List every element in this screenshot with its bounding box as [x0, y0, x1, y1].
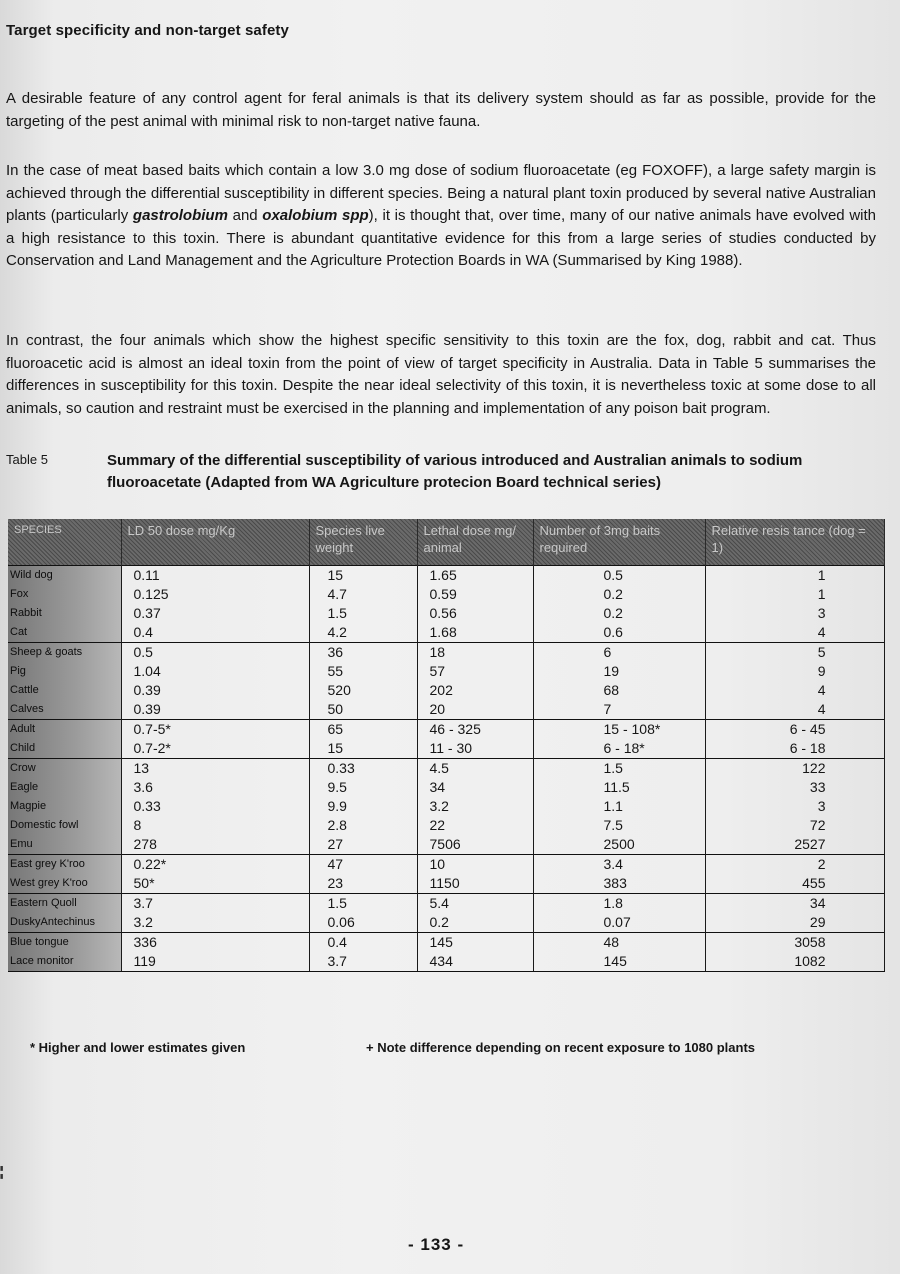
cell-ld50: 0.125 [121, 585, 309, 604]
p2-text-b: and [227, 207, 263, 224]
cell-baits-required: 0.2 [533, 585, 705, 604]
cell-ld50: 278 [121, 835, 309, 855]
cell-relative-resistance: 33 [705, 778, 884, 797]
cell-baits-required: 383 [533, 874, 705, 894]
table-caption: Summary of the differential susceptibility of various introduced and Australian animals to sodium fluoroacetate (Adapted from WA Agriculture protecion Board technical series) [107, 452, 803, 491]
cell-relative-resistance: 2527 [705, 835, 884, 855]
cell-species: Rabbit [8, 604, 121, 623]
table-row [8, 759, 884, 779]
cell-ld50: 3.2 [121, 913, 309, 933]
cell-live-weight: 2.8 [309, 816, 417, 835]
cell-ld50: 3.7 [121, 894, 309, 914]
p2-genus-oxalobium: oxalobium spp [262, 207, 369, 224]
cell-live-weight: 9.9 [309, 797, 417, 816]
cell-species: Cat [8, 623, 121, 643]
cell-lethal-dose: 1.68 [417, 623, 533, 643]
cell-live-weight: 0.33 [309, 759, 417, 779]
cell-lethal-dose: 1.65 [417, 566, 533, 586]
cell-baits-required: 0.6 [533, 623, 705, 643]
cell-species: Lace monitor [8, 952, 121, 972]
cell-lethal-dose: 34 [417, 778, 533, 797]
page-number: - 133 - [408, 1235, 465, 1254]
table-row [8, 739, 884, 759]
cell-species: Magpie [8, 797, 121, 816]
cell-relative-resistance: 1 [705, 566, 884, 586]
cell-live-weight: 50 [309, 700, 417, 720]
p2-text-a: In the case of meat based baits which contain a low 3.0 mg dose of sodium fluoroacetate (eg FOXOFF), a large safety margin is achieved through the differential susceptibility in different species. Being a natural plant toxin produced by several native Australian plants (particularly [6, 162, 876, 224]
cell-ld50: 0.4 [121, 623, 309, 643]
cell-live-weight: 47 [309, 855, 417, 875]
cell-species: Eagle [8, 778, 121, 797]
cell-baits-required: 19 [533, 662, 705, 681]
cell-lethal-dose: 10 [417, 855, 533, 875]
cell-live-weight: 65 [309, 720, 417, 740]
table-row [8, 952, 884, 972]
table-row [8, 816, 884, 835]
header-baits-required: Number of 3mg baits required [533, 519, 705, 566]
cell-baits-required: 48 [533, 933, 705, 953]
cell-relative-resistance: 2 [705, 855, 884, 875]
cell-lethal-dose: 4.5 [417, 759, 533, 779]
cell-species: DuskyAntechinus [8, 913, 121, 933]
cell-lethal-dose: 7506 [417, 835, 533, 855]
cell-species: Fox [8, 585, 121, 604]
cell-baits-required: 2500 [533, 835, 705, 855]
table-row [8, 933, 884, 953]
cell-ld50: 0.5 [121, 643, 309, 663]
cell-relative-resistance: 4 [705, 623, 884, 643]
cell-baits-required: 68 [533, 681, 705, 700]
cell-lethal-dose: 20 [417, 700, 533, 720]
cell-relative-resistance: 6 - 18 [705, 739, 884, 759]
table-row [8, 623, 884, 643]
cell-live-weight: 1.5 [309, 894, 417, 914]
table-row [8, 604, 884, 623]
cell-species: Emu [8, 835, 121, 855]
table-row [8, 585, 884, 604]
table-row [8, 874, 884, 894]
cell-relative-resistance: 3 [705, 797, 884, 816]
table-row [8, 913, 884, 933]
cell-species: Calves [8, 700, 121, 720]
table-header-row [8, 519, 884, 566]
cell-species: Wild dog [8, 566, 121, 586]
cell-live-weight: 4.7 [309, 585, 417, 604]
cell-ld50: 0.33 [121, 797, 309, 816]
cell-lethal-dose: 434 [417, 952, 533, 972]
table-row [8, 855, 884, 875]
cell-lethal-dose: 3.2 [417, 797, 533, 816]
header-live-weight: Species live weight [309, 519, 417, 566]
cell-lethal-dose: 0.2 [417, 913, 533, 933]
cell-species: Crow [8, 759, 121, 779]
cell-ld50: 1.04 [121, 662, 309, 681]
header-ld50: LD 50 dose mg/Kg [121, 519, 309, 566]
cell-relative-resistance: 4 [705, 700, 884, 720]
cell-live-weight: 15 [309, 566, 417, 586]
cell-ld50: 0.37 [121, 604, 309, 623]
cell-species: Cattle [8, 681, 121, 700]
table-row [8, 894, 884, 914]
table-label: Table 5 [6, 452, 48, 467]
cell-relative-resistance: 34 [705, 894, 884, 914]
cell-live-weight: 0.06 [309, 913, 417, 933]
cell-baits-required: 1.1 [533, 797, 705, 816]
paragraph-meat-baits [6, 160, 876, 273]
cell-species: East grey K'roo [8, 855, 121, 875]
cell-baits-required: 1.8 [533, 894, 705, 914]
cell-lethal-dose: 57 [417, 662, 533, 681]
cell-species: Domestic fowl [8, 816, 121, 835]
cell-relative-resistance: 122 [705, 759, 884, 779]
cell-species: Blue tongue [8, 933, 121, 953]
cell-live-weight: 1.5 [309, 604, 417, 623]
p2-text-c: ), it is thought that, over time, many of our native animals have evolved with a high resistance to this toxin. There is abundant quantitative evidence for this from a large series of studies conducted by Conservation and Land Management and the Agriculture Protection Boards in WA (Summarised by King 1988). [6, 207, 876, 269]
table-body [8, 566, 884, 972]
cell-relative-resistance: 9 [705, 662, 884, 681]
table-row [8, 778, 884, 797]
cell-live-weight: 4.2 [309, 623, 417, 643]
table-row [8, 681, 884, 700]
cell-species: West grey K'roo [8, 874, 121, 894]
cell-baits-required: 6 - 18* [533, 739, 705, 759]
cell-live-weight: 27 [309, 835, 417, 855]
cell-baits-required: 7 [533, 700, 705, 720]
cell-relative-resistance: 29 [705, 913, 884, 933]
cell-live-weight: 36 [309, 643, 417, 663]
table-row [8, 662, 884, 681]
section-heading: Target specificity and non-target safety [6, 22, 289, 39]
binding-edge-marks: ▮ ▮ [0, 1166, 4, 1180]
cell-live-weight: 3.7 [309, 952, 417, 972]
cell-relative-resistance: 5 [705, 643, 884, 663]
cell-lethal-dose: 18 [417, 643, 533, 663]
cell-lethal-dose: 145 [417, 933, 533, 953]
cell-baits-required: 3.4 [533, 855, 705, 875]
cell-lethal-dose: 11 - 30 [417, 739, 533, 759]
cell-ld50: 0.11 [121, 566, 309, 586]
cell-baits-required: 6 [533, 643, 705, 663]
table-row [8, 720, 884, 740]
cell-live-weight: 23 [309, 874, 417, 894]
cell-lethal-dose: 0.56 [417, 604, 533, 623]
cell-species: Sheep & goats [8, 643, 121, 663]
table-row [8, 643, 884, 663]
cell-baits-required: 7.5 [533, 816, 705, 835]
cell-relative-resistance: 6 - 45 [705, 720, 884, 740]
cell-species: Eastern Quoll [8, 894, 121, 914]
cell-ld50: 0.39 [121, 700, 309, 720]
p2-genus-gastrolobium: gastrolobium [132, 207, 228, 224]
cell-baits-required: 15 - 108* [533, 720, 705, 740]
cell-ld50: 0.7-5* [121, 720, 309, 740]
cell-live-weight: 15 [309, 739, 417, 759]
header-relative-resistance: Relative resis tance (dog = 1) [705, 519, 884, 566]
footnote-exposure: + Note difference depending on recent exposure to 1080 plants [366, 1040, 756, 1055]
cell-live-weight: 55 [309, 662, 417, 681]
cell-relative-resistance: 3 [705, 604, 884, 623]
cell-ld50: 50* [121, 874, 309, 894]
table-row [8, 700, 884, 720]
paragraph-in-contrast: In contrast, the four animals which show the highest specific sensitivity to this toxin are the fox, dog, rabbit and cat. Thus fluoroacetic acid is almost an ideal toxin from the point of view of target specificity in Australia. Data in Table 5 summarises the differences in susceptibility for this toxin. Despite the near ideal selectivity of this toxin, it is nevertheless toxic at some dose to all animals, so caution and restraint must be exercised in the planning and implementation of any poison bait program. [6, 332, 876, 417]
cell-baits-required: 0.07 [533, 913, 705, 933]
cell-live-weight: 9.5 [309, 778, 417, 797]
cell-lethal-dose: 22 [417, 816, 533, 835]
table-row [8, 566, 884, 586]
cell-ld50: 0.39 [121, 681, 309, 700]
cell-relative-resistance: 4 [705, 681, 884, 700]
header-species: SPECIES [8, 519, 121, 566]
paragraph-desirable-feature: A desirable feature of any control agent for feral animals is that its delivery system should as far as possible, provide for the targeting of the pest animal with minimal risk to non-target native fauna. [6, 90, 876, 130]
cell-species: Adult [8, 720, 121, 740]
cell-relative-resistance: 72 [705, 816, 884, 835]
cell-baits-required: 0.2 [533, 604, 705, 623]
header-lethal-dose: Lethal dose mg/ animal [417, 519, 533, 566]
susceptibility-table [8, 519, 885, 972]
cell-live-weight: 0.4 [309, 933, 417, 953]
cell-lethal-dose: 202 [417, 681, 533, 700]
cell-baits-required: 145 [533, 952, 705, 972]
cell-baits-required: 11.5 [533, 778, 705, 797]
cell-ld50: 3.6 [121, 778, 309, 797]
cell-lethal-dose: 1150 [417, 874, 533, 894]
cell-lethal-dose: 5.4 [417, 894, 533, 914]
table-row [8, 797, 884, 816]
cell-species: Pig [8, 662, 121, 681]
cell-relative-resistance: 1082 [705, 952, 884, 972]
cell-lethal-dose: 46 - 325 [417, 720, 533, 740]
cell-relative-resistance: 455 [705, 874, 884, 894]
cell-ld50: 13 [121, 759, 309, 779]
footnote-estimates: * Higher and lower estimates given [30, 1040, 246, 1055]
cell-live-weight: 520 [309, 681, 417, 700]
cell-ld50: 0.22* [121, 855, 309, 875]
cell-relative-resistance: 1 [705, 585, 884, 604]
cell-ld50: 119 [121, 952, 309, 972]
cell-ld50: 8 [121, 816, 309, 835]
cell-relative-resistance: 3058 [705, 933, 884, 953]
cell-lethal-dose: 0.59 [417, 585, 533, 604]
cell-ld50: 0.7-2* [121, 739, 309, 759]
cell-species: Child [8, 739, 121, 759]
table-row [8, 835, 884, 855]
cell-baits-required: 1.5 [533, 759, 705, 779]
cell-baits-required: 0.5 [533, 566, 705, 586]
cell-ld50: 336 [121, 933, 309, 953]
